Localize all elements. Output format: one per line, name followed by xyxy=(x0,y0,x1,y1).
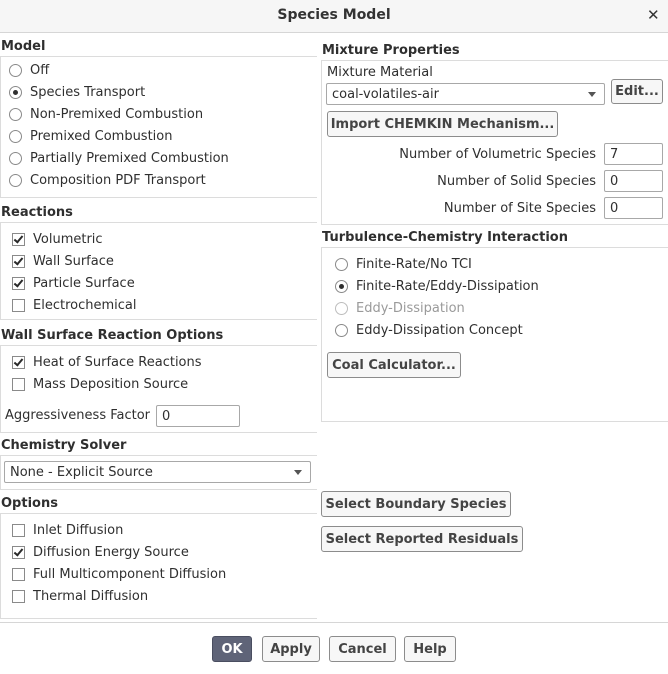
checkbox-electrochemical[interactable] xyxy=(12,299,25,312)
reactions-options xyxy=(12,228,312,316)
radio-premixed[interactable] xyxy=(9,130,22,143)
import-chemkin-button[interactable]: Import CHEMKIN Mechanism... xyxy=(327,111,558,137)
radio-label: Eddy-Dissipation xyxy=(356,300,465,316)
select-boundary-species-button[interactable]: Select Boundary Species xyxy=(321,491,511,517)
model-options xyxy=(9,59,309,191)
ok-button[interactable]: OK xyxy=(212,636,252,662)
checkbox-label: Diffusion Energy Source xyxy=(33,544,189,560)
chemistry-solver-section-title: Chemistry Solver xyxy=(1,438,127,453)
model-section-title: Model xyxy=(1,39,46,54)
checkbox-thermal-diffusion[interactable] xyxy=(12,590,25,603)
radio-off[interactable] xyxy=(9,64,22,77)
checkbox-wall-surface[interactable] xyxy=(12,255,25,268)
radio-label: Composition PDF Transport xyxy=(30,172,206,188)
mixture-material-value: coal-volatiles-air xyxy=(332,86,439,102)
edit-mixture-button[interactable]: Edit... xyxy=(611,79,663,104)
tci-options xyxy=(335,253,655,341)
radio-label: Off xyxy=(30,62,50,78)
model-option-species-transport[interactable] xyxy=(9,81,309,103)
tci-section-title: Turbulence-Chemistry Interaction xyxy=(322,230,568,245)
chemistry-solver-dropdown[interactable] xyxy=(4,461,311,483)
radio-label: Finite-Rate/No TCI xyxy=(356,256,472,272)
reactions-section-title: Reactions xyxy=(1,205,73,220)
reaction-wall-surface[interactable] xyxy=(12,250,312,272)
radio-label: Species Transport xyxy=(30,84,146,100)
chevron-down-icon xyxy=(588,92,596,97)
tci-option-edc[interactable] xyxy=(335,319,655,341)
heat-of-surface-reactions[interactable] xyxy=(12,351,312,373)
checkbox-inlet-diffusion[interactable] xyxy=(12,524,25,537)
model-option-composition-pdf[interactable] xyxy=(9,169,309,191)
wall-surface-section-title: Wall Surface Reaction Options xyxy=(1,328,224,343)
select-reported-residuals-button[interactable]: Select Reported Residuals xyxy=(321,526,523,552)
checkbox-diffusion-energy[interactable] xyxy=(12,546,25,559)
chevron-down-icon xyxy=(294,470,302,475)
checkbox-label: Volumetric xyxy=(33,231,103,247)
volumetric-species-input[interactable]: 7 xyxy=(604,143,663,165)
model-option-premixed[interactable] xyxy=(9,125,309,147)
checkbox-label: Mass Deposition Source xyxy=(33,376,189,392)
radio-no-tci[interactable] xyxy=(335,258,348,271)
checkbox-label: Particle Surface xyxy=(33,275,135,291)
tci-option-eddy-dissipation-finite[interactable] xyxy=(335,275,655,297)
option-thermal-diffusion[interactable] xyxy=(12,585,312,607)
radio-label: Partially Premixed Combustion xyxy=(30,150,229,166)
chemistry-solver-value: None - Explicit Source xyxy=(10,464,153,480)
options-section-title: Options xyxy=(1,496,58,511)
checkbox-label: Heat of Surface Reactions xyxy=(33,354,202,370)
checkbox-particle-surface[interactable] xyxy=(12,277,25,290)
radio-finite-rate-eddy[interactable] xyxy=(335,280,348,293)
aggressiveness-factor-input[interactable]: 0 xyxy=(156,405,240,427)
radio-label: Eddy-Dissipation Concept xyxy=(356,322,523,338)
solid-species-input[interactable]: 0 xyxy=(604,170,663,192)
checkbox-volumetric[interactable] xyxy=(12,233,25,246)
dialog-title: Species Model xyxy=(277,7,391,23)
radio-non-premixed[interactable] xyxy=(9,108,22,121)
mixture-section-title: Mixture Properties xyxy=(322,43,460,58)
site-species-label: Number of Site Species xyxy=(443,201,596,216)
radio-label: Premixed Combustion xyxy=(30,128,173,144)
site-species-input[interactable]: 0 xyxy=(604,197,663,219)
radio-species-transport[interactable] xyxy=(9,86,22,99)
model-option-off[interactable] xyxy=(9,59,309,81)
aggressiveness-factor-label: Aggressiveness Factor xyxy=(5,408,151,423)
option-diffusion-energy-source[interactable] xyxy=(12,541,312,563)
close-icon[interactable]: ✕ xyxy=(647,6,660,24)
radio-label: Finite-Rate/Eddy-Dissipation xyxy=(356,278,539,294)
wall-surface-options xyxy=(12,351,312,395)
tci-option-eddy-dissipation xyxy=(335,297,655,319)
checkbox-label: Wall Surface xyxy=(33,253,114,269)
solid-species-label: Number of Solid Species xyxy=(437,174,596,189)
radio-label: Non-Premixed Combustion xyxy=(30,106,204,122)
tci-option-no-tci[interactable] xyxy=(335,253,655,275)
cancel-button[interactable]: Cancel xyxy=(329,636,396,662)
mass-deposition-source[interactable] xyxy=(12,373,312,395)
checkbox-label: Electrochemical xyxy=(33,297,137,313)
footer-divider xyxy=(0,622,668,623)
option-full-multicomponent[interactable] xyxy=(12,563,312,585)
volumetric-species-label: Number of Volumetric Species xyxy=(399,147,596,162)
checkbox-label: Inlet Diffusion xyxy=(33,522,124,538)
checkbox-mass-deposition[interactable] xyxy=(12,378,25,391)
mixture-material-label: Mixture Material xyxy=(327,65,433,80)
checkbox-heat-surface[interactable] xyxy=(12,356,25,369)
reaction-particle-surface[interactable] xyxy=(12,272,312,294)
coal-calculator-button[interactable]: Coal Calculator... xyxy=(327,352,461,378)
radio-partially-premixed[interactable] xyxy=(9,152,22,165)
reaction-volumetric[interactable] xyxy=(12,228,312,250)
reaction-electrochemical[interactable] xyxy=(12,294,312,316)
radio-composition-pdf[interactable] xyxy=(9,174,22,187)
model-option-partially-premixed[interactable] xyxy=(9,147,309,169)
apply-button[interactable]: Apply xyxy=(262,636,320,662)
radio-eddy-dissipation xyxy=(335,302,348,315)
checkbox-label: Full Multicomponent Diffusion xyxy=(33,566,227,582)
model-option-non-premixed[interactable] xyxy=(9,103,309,125)
radio-edc[interactable] xyxy=(335,324,348,337)
option-inlet-diffusion[interactable] xyxy=(12,519,312,541)
help-button[interactable]: Help xyxy=(404,636,456,662)
checkbox-full-multicomponent[interactable] xyxy=(12,568,25,581)
mixture-material-dropdown[interactable] xyxy=(326,83,605,105)
options-list xyxy=(12,519,312,607)
checkbox-label: Thermal Diffusion xyxy=(33,588,149,604)
